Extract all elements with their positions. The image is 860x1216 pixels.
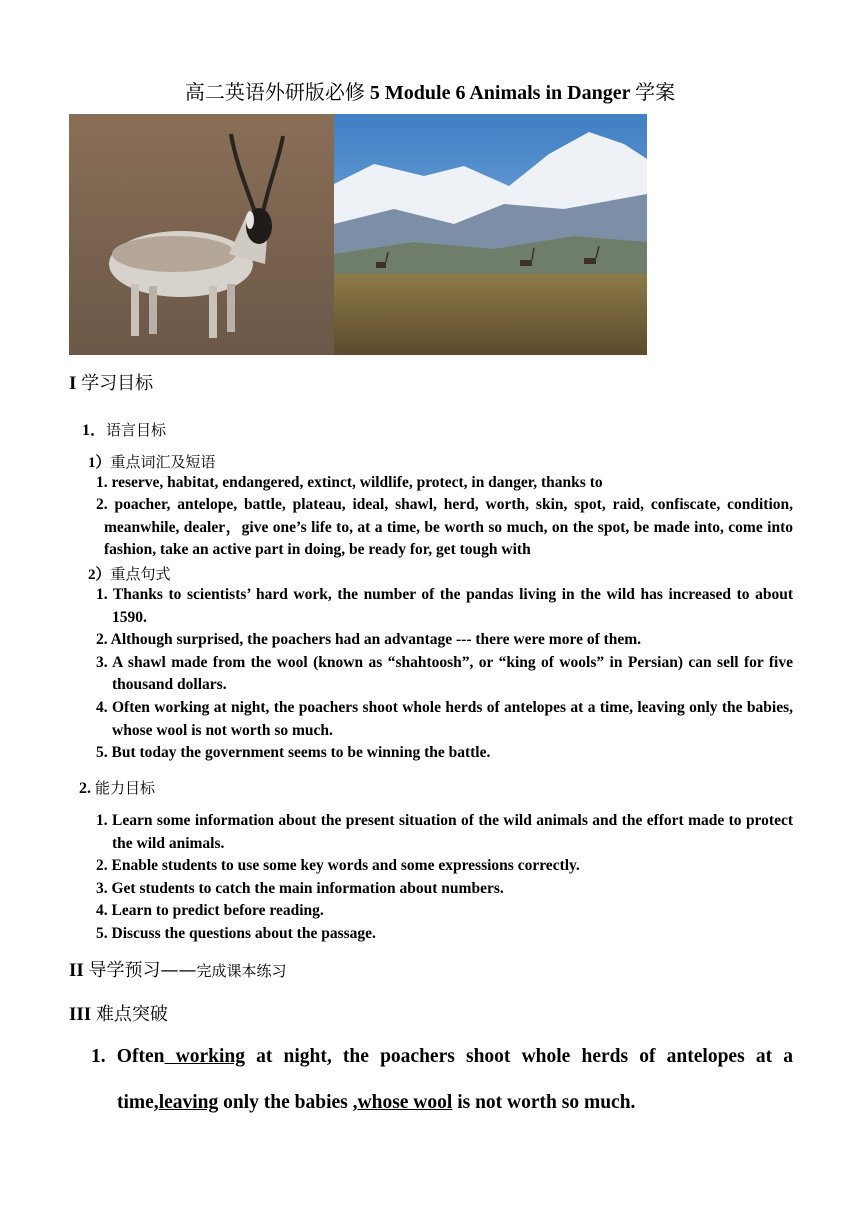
ability-item-4: 4. Learn to predict before reading.	[96, 902, 324, 920]
underlined-working: working	[164, 1046, 245, 1067]
subsection-1-label: 语言目标	[106, 421, 167, 439]
underlined-whose-wool: whose wool	[357, 1092, 453, 1113]
sentence-list	[96, 584, 793, 765]
vocab-heading	[88, 451, 216, 472]
difficulty-item-1	[91, 1034, 793, 1126]
antelope-photo	[69, 114, 334, 355]
ability-list	[96, 810, 793, 946]
section-1-title: 学习目标	[81, 373, 154, 394]
section-1-heading	[69, 369, 153, 395]
sentence-item-5: 5. But today the government seems to be winning the battle.	[96, 744, 491, 762]
vocab-num: 1）	[88, 455, 111, 471]
title-cn-end: 学案	[635, 80, 676, 104]
sentence-heading	[88, 563, 171, 584]
page-title	[0, 76, 860, 105]
subsection-language-goals	[82, 417, 166, 440]
text-end: is not worth so much.	[452, 1092, 636, 1113]
vocab-item-2	[96, 494, 793, 562]
section-2-title: 导学预习——	[88, 960, 197, 981]
vocab-label: 重点词汇及短语	[110, 453, 216, 471]
sentence-label: 重点句式	[110, 565, 171, 583]
title-en: 5 Module 6 Animals in Danger	[364, 82, 636, 104]
ability-item-3: 3. Get students to catch the main information about numbers.	[96, 879, 504, 897]
difficulty-item-1-text	[91, 1034, 793, 1126]
section-2-numeral: II	[69, 960, 89, 981]
title-cn-start: 高二英语外研版必修	[184, 80, 365, 104]
section-3-heading	[69, 1000, 168, 1026]
sentence-item-4: 4. Often working at night, the poachers shoot whole herds of antelopes at a time, leaving only the babies, whose wool is not worth so much.	[96, 698, 793, 739]
vocab-item-1: 1. reserve, habitat, endangered, extinct, wildlife, protect, in danger, thanks to	[96, 474, 603, 491]
text-babies: only the babies ,	[218, 1092, 358, 1113]
sentence-item-2: 2. Although surprised, the poachers had an advantage --- there were more of them.	[96, 631, 642, 649]
text-often: Often	[116, 1046, 165, 1067]
section-3-numeral: III	[69, 1004, 96, 1025]
section-2-subtitle: 完成课本练习	[196, 962, 287, 980]
text-middle: at night, the poachers shoot whole herds of antelopes at a time,	[117, 1046, 793, 1113]
underlined-leaving: leaving	[158, 1092, 219, 1113]
sentence-num: 2）	[88, 567, 111, 583]
sentence-item-3: 3. A shawl made from the wool (known as “shahtoosh”, or “king of wools” in Persian) can sell for five thousand dollars.	[96, 653, 793, 694]
antelope-illustration	[69, 114, 334, 355]
difficulty-item-1-num: 1.	[91, 1046, 117, 1067]
subsection-1-num: 1．	[82, 422, 107, 439]
ability-item-5: 5. Discuss the questions about the passage.	[96, 924, 376, 942]
plateau-illustration	[334, 114, 647, 355]
section-2-heading	[69, 956, 287, 982]
section-1-numeral: I	[69, 373, 82, 394]
subsection-2-label: 能力目标	[95, 779, 156, 797]
subsection-2-num: 2.	[79, 780, 95, 797]
section-3-title: 难点突破	[95, 1004, 168, 1025]
subsection-ability-goals	[79, 777, 155, 798]
ability-item-1: 1. Learn some information about the present situation of the wild animals and the effort made to protect the wild animals.	[96, 812, 793, 852]
ability-item-2: 2. Enable students to use some key words and some expressions correctly.	[96, 857, 580, 875]
plateau-herd-photo	[334, 114, 647, 355]
sentence-item-1: 1. Thanks to scientists’ hard work, the number of the pandas living in the wild has increased to about 1590.	[96, 586, 793, 626]
vocab-item-2-text: 2. poacher, antelope, battle, plateau, ideal, shawl, herd, worth, skin, spot, raid, confiscate, condition, meanwhile, dealer，give one’s life to, at a time, be worth so much, on the spot, be made into, come into fashion, take an active part in doing, be ready for, get tough with	[96, 496, 793, 559]
